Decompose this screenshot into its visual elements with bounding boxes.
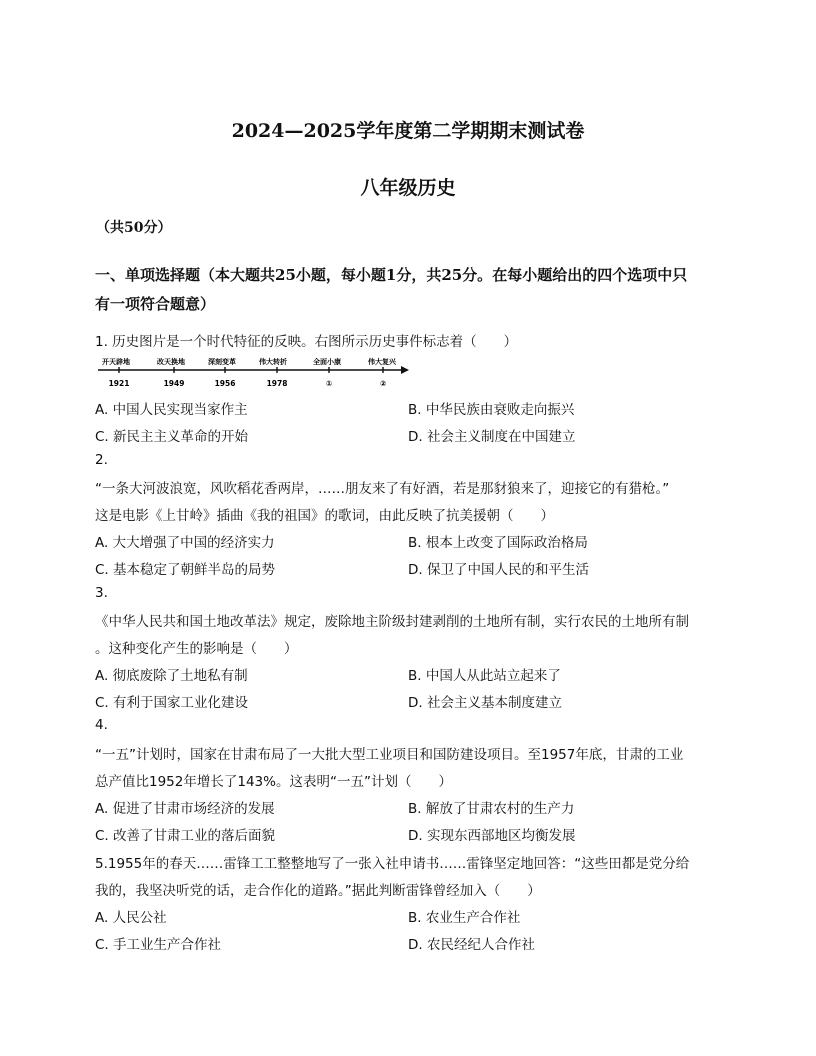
- timeline-year: ②: [379, 379, 387, 388]
- question-4-option-a: A. 促进了甘肃市场经济的发展: [95, 801, 275, 817]
- question-5-option-b: B. 农业生产合作社: [408, 910, 521, 926]
- question-1-option-c: C. 新民主主义革命的开始: [95, 429, 249, 445]
- question-4-option-b: B. 解放了甘肃农村的生产力: [408, 801, 575, 817]
- exam-subtitle: 八年级历史: [360, 177, 456, 199]
- total-score: （共50分）: [96, 220, 172, 236]
- section-heading-line2: 有一项符合题意）: [95, 295, 216, 313]
- question-5-option-d: D. 农民经纪人合作社: [408, 937, 535, 953]
- question-4-option-c: C. 改善了甘肃工业的落后面貌: [95, 828, 276, 844]
- question-1-option-b: B. 中华民族由衰败走向振兴: [408, 402, 575, 418]
- timeline-label: 伟大转折: [259, 358, 287, 366]
- section-heading-line1: 一、单项选择题（本大题共25小题，每小题1分，共25分。在每小题给出的四个选项中只: [95, 266, 688, 284]
- question-5-stem-line2: 我的，我坚决听党的话，走合作化的道路。”据此判断雷锋曾经加入（ ）: [95, 883, 541, 899]
- question-4-stem-line2: 总产值比1952年增长了143%。这表明“一五”计划（ ）: [95, 774, 452, 790]
- question-3-stem-line2: 。这种变化产生的影响是（ ）: [95, 641, 298, 657]
- question-2-option-c: C. 基本稳定了朝鲜半岛的局势: [95, 562, 276, 578]
- timeline-year: 1956: [214, 379, 236, 388]
- timeline-arrow-icon: [401, 366, 409, 374]
- question-3-option-d: D. 社会主义基本制度建立: [408, 695, 562, 711]
- timeline-year: ①: [325, 379, 333, 388]
- timeline-year: 1978: [266, 379, 288, 388]
- question-3-option-c: C. 有利于国家工业化建设: [95, 695, 249, 711]
- timeline-year: 1949: [163, 379, 185, 388]
- question-4-number: 4.: [95, 717, 108, 733]
- question-3-number: 3.: [95, 585, 108, 601]
- history-timeline-figure: [95, 354, 411, 392]
- question-2-option-a: A. 大大增强了中国的经济实力: [95, 535, 275, 551]
- timeline-year: 1921: [108, 379, 130, 388]
- question-2-option-b: B. 根本上改变了国际政治格局: [408, 535, 588, 551]
- question-3-option-a: A. 彻底废除了土地私有制: [95, 668, 248, 684]
- timeline-label: 开天辟地: [102, 358, 130, 366]
- question-1-stem: 1. 历史图片是一个时代特征的反映。右图所示历史事件标志着（ ）: [95, 334, 518, 350]
- timeline-label: 伟大复兴: [368, 358, 396, 366]
- timeline-label: 深刻变革: [208, 358, 236, 366]
- timeline-label: 全面小康: [313, 358, 341, 366]
- question-1-option-d: D. 社会主义制度在中国建立: [408, 429, 576, 445]
- question-5-option-a: A. 人民公社: [95, 910, 167, 926]
- question-2-option-d: D. 保卫了中国人民的和平生活: [408, 562, 589, 578]
- exam-title: 2024—2025学年度第二学期期末测试卷: [231, 120, 585, 142]
- question-2-stem-line1: “一条大河波浪宽，风吹稻花香两岸，……朋友来了有好酒，若是那豺狼来了，迎接它的有猎枪。”: [95, 481, 670, 497]
- question-4-option-d: D. 实现东西部地区均衡发展: [408, 828, 576, 844]
- question-4-stem-line1: “一五”计划时，国家在甘肃布局了一大批大型工业项目和国防建设项目。至1957年底，甘肃的工业: [95, 747, 684, 763]
- question-3-option-b: B. 中国人从此站立起来了: [408, 668, 561, 684]
- question-1-option-a: A. 中国人民实现当家作主: [95, 402, 248, 418]
- question-5-option-c: C. 手工业生产合作社: [95, 937, 222, 953]
- timeline-label: 改天换地: [157, 358, 185, 366]
- question-5-stem-line1: 5.1955年的春天……雷锋工工整整地写了一张入社申请书……雷锋坚定地回答：“这些田都是党分给: [95, 856, 690, 872]
- question-3-stem-line1: 《中华人民共和国土地改革法》规定，废除地主阶级封建剥削的土地所有制，实行农民的土地所有制: [95, 614, 689, 630]
- question-2-stem-line2: 这是电影《上甘岭》插曲《我的祖国》的歌词，由此反映了抗美援朝（ ）: [95, 508, 554, 524]
- question-2-number: 2.: [95, 452, 108, 468]
